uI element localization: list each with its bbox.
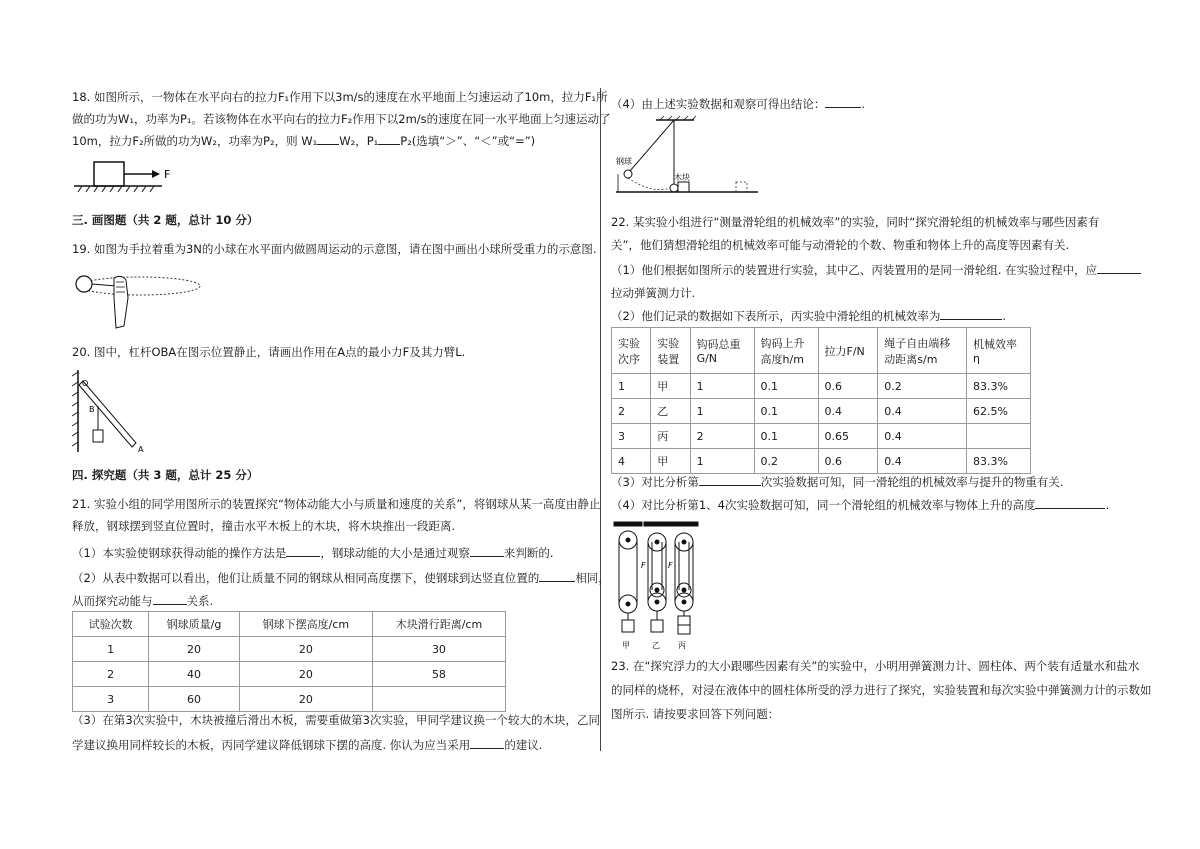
answer-blank[interactable] [286,544,320,557]
table-cell: 83.3% [966,449,1030,474]
answer-blank[interactable] [1035,496,1105,509]
q21-sub1-part3: 来判断的. [503,546,554,560]
q23-line2: 的同样的烧杯，对浸在液体中的圆柱体所受的浮力进行了探究，实验装置和每次实验中弹簧测力计的示数如 [611,683,1152,697]
answer-blank[interactable] [470,736,504,749]
table-header-cell: 钩码总重 G/N [690,328,754,374]
table-cell: 2 [73,662,149,687]
table-cell: 20 [239,662,372,687]
q20-wall-hatch [72,372,78,446]
q21-sub2 [72,569,610,587]
table-cell: 58 [372,662,505,687]
q18-line1: 18. 如图所示，一物体在水平向右的拉力F₁作用下以3m/s的速度在水平地面上匀速运动了10m，拉力F₁所 [72,90,608,104]
q21-sub1 [72,544,553,562]
table-header-cell: 钩码上升 高度h/m [754,328,818,374]
label-bing: 丙 [678,641,686,650]
table-cell: 60 [149,687,240,712]
label-steel-ball: 钢球 [616,157,632,166]
table-header-cell: 试验次数 [73,612,149,637]
q22-sub2-part2: . [1002,309,1006,323]
section3-title: 三. 画图题（共 2 题，总计 10 分） [72,213,259,227]
q18-line3-part2: W₂，P₁ [339,134,379,148]
q21-sub3-part3: 的建议. [504,738,543,752]
wood-block [678,182,689,192]
table-row [73,662,506,687]
answer-blank[interactable] [539,569,575,582]
q19-figure [72,268,192,338]
q18-line3 [72,132,535,150]
table-cell: 0.4 [878,399,967,424]
q22-sub3 [611,473,1063,491]
answer-blank[interactable] [699,473,761,486]
answer-blank[interactable] [470,544,504,557]
label-jia: 甲 [622,641,630,650]
q20-label-o: O [82,379,89,388]
table-row [612,424,1031,449]
table-row [612,374,1031,399]
table-cell: 0.2 [878,374,967,399]
q18-line3-part3: P₂(选填“＞”、“＜”或“=”) [400,134,536,148]
q22-pulley-figure [608,520,708,652]
table-cell: 1 [690,449,754,474]
q22-sub1-part1: （1）他们根据如图所示的装置进行实验，其中乙、丙装置用的是同一滑轮组. 在实验过程中，应 [611,263,1098,277]
table-header-row [73,612,506,637]
table-cell: 1 [690,374,754,399]
q18-ground-hatch [78,186,154,192]
q22-sub3-part2: 次实验数据可知，同一滑轮组的机械效率与提升的物重有关. [760,475,1064,489]
table-cell: 乙 [651,399,690,424]
q21-sub2-part2: 相同， [575,571,610,585]
table-cell: 丙 [651,424,690,449]
q20-figure [72,368,152,458]
q18-block [94,162,124,186]
label-wood-block: 木块 [674,173,690,182]
table-cell: 1 [73,637,149,662]
q21-sub2-cont [72,592,213,610]
q19-orbit [80,277,200,295]
table-row [73,687,506,712]
answer-blank[interactable] [153,592,187,605]
table-cell: 3 [73,687,149,712]
table-cell: 1 [690,399,754,424]
column-divider [600,88,601,751]
table-cell: 0.65 [818,424,878,449]
q23-line1: 23. 在“探究浮力的大小跟哪些因素有关”的实验中，小明用弹簧测力计、圆柱体、两个装有适量水和盐水 [611,659,1140,673]
table-cell: 甲 [651,449,690,474]
q21-line1: 21. 实验小组的同学用图所示的装置探究“物体动能大小与质量和速度的关系”，将钢球从某一高度由静止 [72,497,601,511]
q23-line3: 图所示. 请按要求回答下列问题： [611,707,780,721]
q21-sub1-part1: （1）本实验使钢球获得动能的操作方法是 [72,546,287,560]
table-cell: 20 [239,637,372,662]
q22-sub4-part1: （4）对比分析第1、4次实验数据可知，同一个滑轮组的机械效率与物体上升的高度 [611,498,1036,512]
q22-table [611,327,1031,474]
q21-sub4-part1: （4）由上述实验数据和观察可得出结论： [611,97,826,111]
q18-arrowhead [152,170,160,178]
pulley-jia [614,522,642,632]
table-cell: 20 [239,687,372,712]
table-cell: 0.4 [818,399,878,424]
table-header-cell: 木块滑行距离/cm [372,612,505,637]
table-cell: 0.6 [818,449,878,474]
table-row [73,637,506,662]
q21-sub3-line2 [72,736,542,754]
table-cell[interactable] [966,424,1030,449]
q18-force-label: F [164,168,171,181]
table-row [612,399,1031,424]
table-header-cell: 钢球下摆高度/cm [239,612,372,637]
swing-path [628,178,670,190]
label-f-jia: F [641,561,646,570]
q22-sub2 [611,307,1006,325]
table-header-cell: 实验 装置 [651,328,690,374]
section4-title: 四. 探究题（共 3 题，总计 25 分） [72,468,259,482]
q21-line2: 释放，钢球摆到竖直位置时，撞击水平木板上的木块，将木块推出一段距离. [72,519,456,533]
q22-sub4 [611,496,1109,514]
q21-sub3-line1: （3）在第3次实验中，木块被撞后滑出木板，需要重做第3次实验，甲同学建议换一个较大的木块，乙同 [72,713,600,727]
table-cell: 62.5% [966,399,1030,424]
table-header-cell: 拉力F/N [818,328,878,374]
table-cell: 2 [612,399,651,424]
wood-block-ghost [736,182,747,192]
q18-line3-part1: 10m，拉力F₂所做的功为W₂，功率为P₂，则 W₁ [72,134,318,148]
table-cell: 2 [690,424,754,449]
q21-table [72,611,506,712]
steel-ball-raised [624,170,632,178]
table-row [612,449,1031,474]
q21-sub2-part1: （2）从表中数据可以看出，他们让质量不同的钢球从相同高度摆下，使钢球到达竖直位置的 [72,571,540,585]
table-cell: 20 [149,637,240,662]
pulley-bing [670,522,698,634]
answer-blank[interactable] [1097,261,1141,274]
table-header-cell: 机械效率 η [966,328,1030,374]
q19-hand [114,276,128,328]
table-header-cell: 绳子自由端移 动距离s/m [878,328,967,374]
q20-label-b: B [89,405,95,414]
table-header-row [612,328,1031,374]
pendulum-string-raised [630,120,674,171]
q20-label-a: A [138,445,144,454]
table-cell: 0.1 [754,374,818,399]
q21-sub4-part2: . [861,97,865,111]
q21-sub4 [611,95,865,113]
q18-line2: 做的功为W₁，功率为P₁。若该物体在水平向右的拉力F₂作用下以2m/s的速度在同一水平地面上匀速运动了 [72,112,611,126]
table-cell: 4 [612,449,651,474]
table-cell: 0.4 [878,424,967,449]
label-f-yi: F [668,561,673,570]
q20-line1: 20. 图中，杠杆OBA在图示位置静止，请画出作用在A点的最小力F及其力臂L. [72,345,466,359]
table-cell: 0.2 [754,449,818,474]
q20-lever [79,381,136,447]
q21-sub2-part3: 从而探究动能与 [72,594,153,608]
answer-blank[interactable] [825,95,861,108]
table-cell: 0.1 [754,424,818,449]
table-cell: 40 [149,662,240,687]
table-header-cell: 钢球质量/g [149,612,240,637]
q21-sub3-part2: 学建议换用同样较长的木板，丙同学建议降低钢球下摆的高度. 你认为应当采用 [72,738,471,752]
q22-sub2-part1: （2）他们记录的数据如下表所示，丙实验中滑轮组的机械效率为 [611,309,941,323]
table-cell: 3 [612,424,651,449]
q22-sub3-part1: （3）对比分析第 [611,475,699,489]
q19-string [92,284,116,286]
table-cell: 0.6 [818,374,878,399]
answer-blank[interactable] [940,307,1002,320]
table-cell: 83.3% [966,374,1030,399]
q19-ball [76,276,92,292]
table-cell: 30 [372,637,505,662]
table-cell: 0.1 [754,399,818,424]
q22-line2: 关”，他们猜想滑轮组的机械效率可能与动滑轮的个数、物重和物体上升的高度等因素有关. [611,238,1070,252]
table-header-cell: 实验 次序 [612,328,651,374]
q21-pendulum-figure [612,116,762,204]
q22-sub1 [611,261,1141,279]
answer-blank[interactable] [317,132,339,145]
label-yi: 乙 [652,641,660,650]
steel-ball-bottom [670,184,678,192]
q19-line1: 19. 如图为手拉着重为3N的小球在水平面内做圆周运动的示意图，请在图中画出小球所受重力的示意图. [72,242,597,256]
q22-sub1-cont: 拉动弹簧测力计. [611,286,696,300]
table-cell: 1 [612,374,651,399]
table-cell: 0.4 [878,449,967,474]
answer-blank[interactable] [378,132,400,145]
q21-sub1-part2: ，钢球动能的大小是通过观察 [320,546,470,560]
pulley-yi [644,522,670,632]
table-cell[interactable] [372,687,505,712]
q18-figure [72,158,182,194]
q20-weight [93,430,103,442]
table-cell: 甲 [651,374,690,399]
q22-sub4-part2: . [1105,498,1110,512]
q22-line1: 22. 某实验小组进行“测量滑轮组的机械效率”的实验，同时“探究滑轮组的机械效率与哪些因素有 [611,215,1100,229]
q21-sub2-part4: 关系. [186,594,214,608]
